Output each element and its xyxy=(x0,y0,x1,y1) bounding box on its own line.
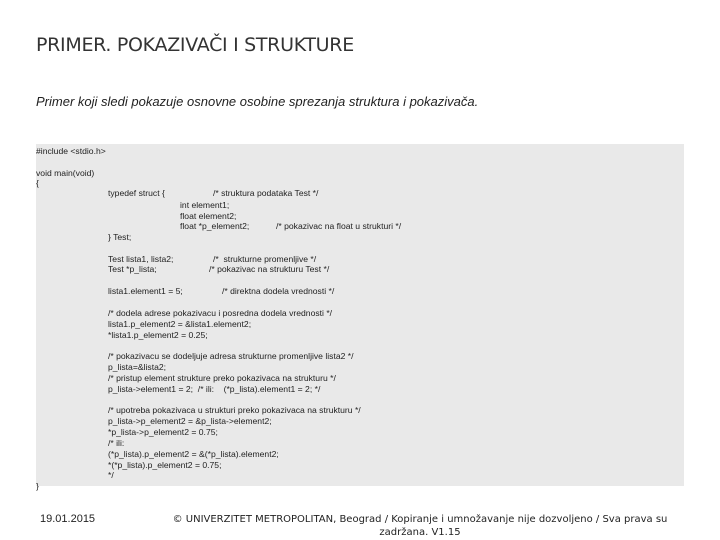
code-line: } Test; xyxy=(108,232,132,242)
slide-title: PRIMER. POKAZIVAČI I STRUKTURE xyxy=(36,34,354,56)
code-comment: /* pristup element strukture preko pokazivaca na strukturu */ xyxy=(108,373,336,383)
code-line: float element2; xyxy=(180,211,237,221)
code-comment: /* dodela adrese pokazivacu i posredna dodela vrednosti */ xyxy=(108,308,333,318)
code-line: p_lista->element1 = 2; /* ili: (*p_lista).element1 = 2; */ xyxy=(108,384,321,394)
code-comment: */ xyxy=(108,470,114,480)
code-line: int element1; xyxy=(180,200,230,210)
code-line: *(*p_lista).p_element2 = 0.75; xyxy=(108,460,222,470)
code-line: void main(void) xyxy=(36,168,95,178)
code-line: (*p_lista).p_element2 = &(*p_lista).element2; xyxy=(108,449,279,459)
code-line: *p_lista->p_element2 = 0.75; xyxy=(108,427,218,437)
footer-copyright: © UNIVERZITET METROPOLITAN, Beograd / Kopiranje i umnožavanje nije dozvoljeno / Sva prava su zadržana. V1.15 xyxy=(172,514,668,538)
code-line: float *p_element2; xyxy=(180,221,250,231)
code-line: #include <stdio.h> xyxy=(36,146,106,156)
code-comment: /* pokazivac na float u strukturi */ xyxy=(276,221,402,231)
code-comment: /* pokazivacu se dodeljuje adresa strukturne promenljive lista2 */ xyxy=(108,351,354,361)
code-line: Test *p_lista; xyxy=(108,264,157,274)
code-line: typedef struct { xyxy=(108,188,165,198)
code-comment: /* upotreba pokazivaca u strukturi preko pokazivaca na strukturu */ xyxy=(108,405,361,415)
code-comment: /* ili: xyxy=(108,438,125,448)
code-line: { xyxy=(36,178,39,188)
footer-date: 19.01.2015 xyxy=(40,513,96,525)
code-line: *lista1.p_element2 = 0.25; xyxy=(108,330,208,340)
code-comment: /* pokazivac na strukturu Test */ xyxy=(209,264,330,274)
code-line: p_lista=&lista2; xyxy=(108,362,167,372)
code-line: Test lista1, lista2; xyxy=(108,254,174,264)
code-comment: /* strukturne promenljive */ xyxy=(213,254,317,264)
code-comment: /* struktura podataka Test */ xyxy=(213,188,319,198)
code-line: } xyxy=(36,481,39,491)
code-line: p_lista->p_element2 = &p_lista->element2; xyxy=(108,416,272,426)
code-line: lista1.element1 = 5; xyxy=(108,286,183,296)
slide-subtitle: Primer koji sledi pokazuje osnovne osobine sprezanja struktura i pokazivača. xyxy=(36,94,479,109)
code-comment: /* direktna dodela vrednosti */ xyxy=(222,286,335,296)
code-line: lista1.p_element2 = &lista1.element2; xyxy=(108,319,252,329)
